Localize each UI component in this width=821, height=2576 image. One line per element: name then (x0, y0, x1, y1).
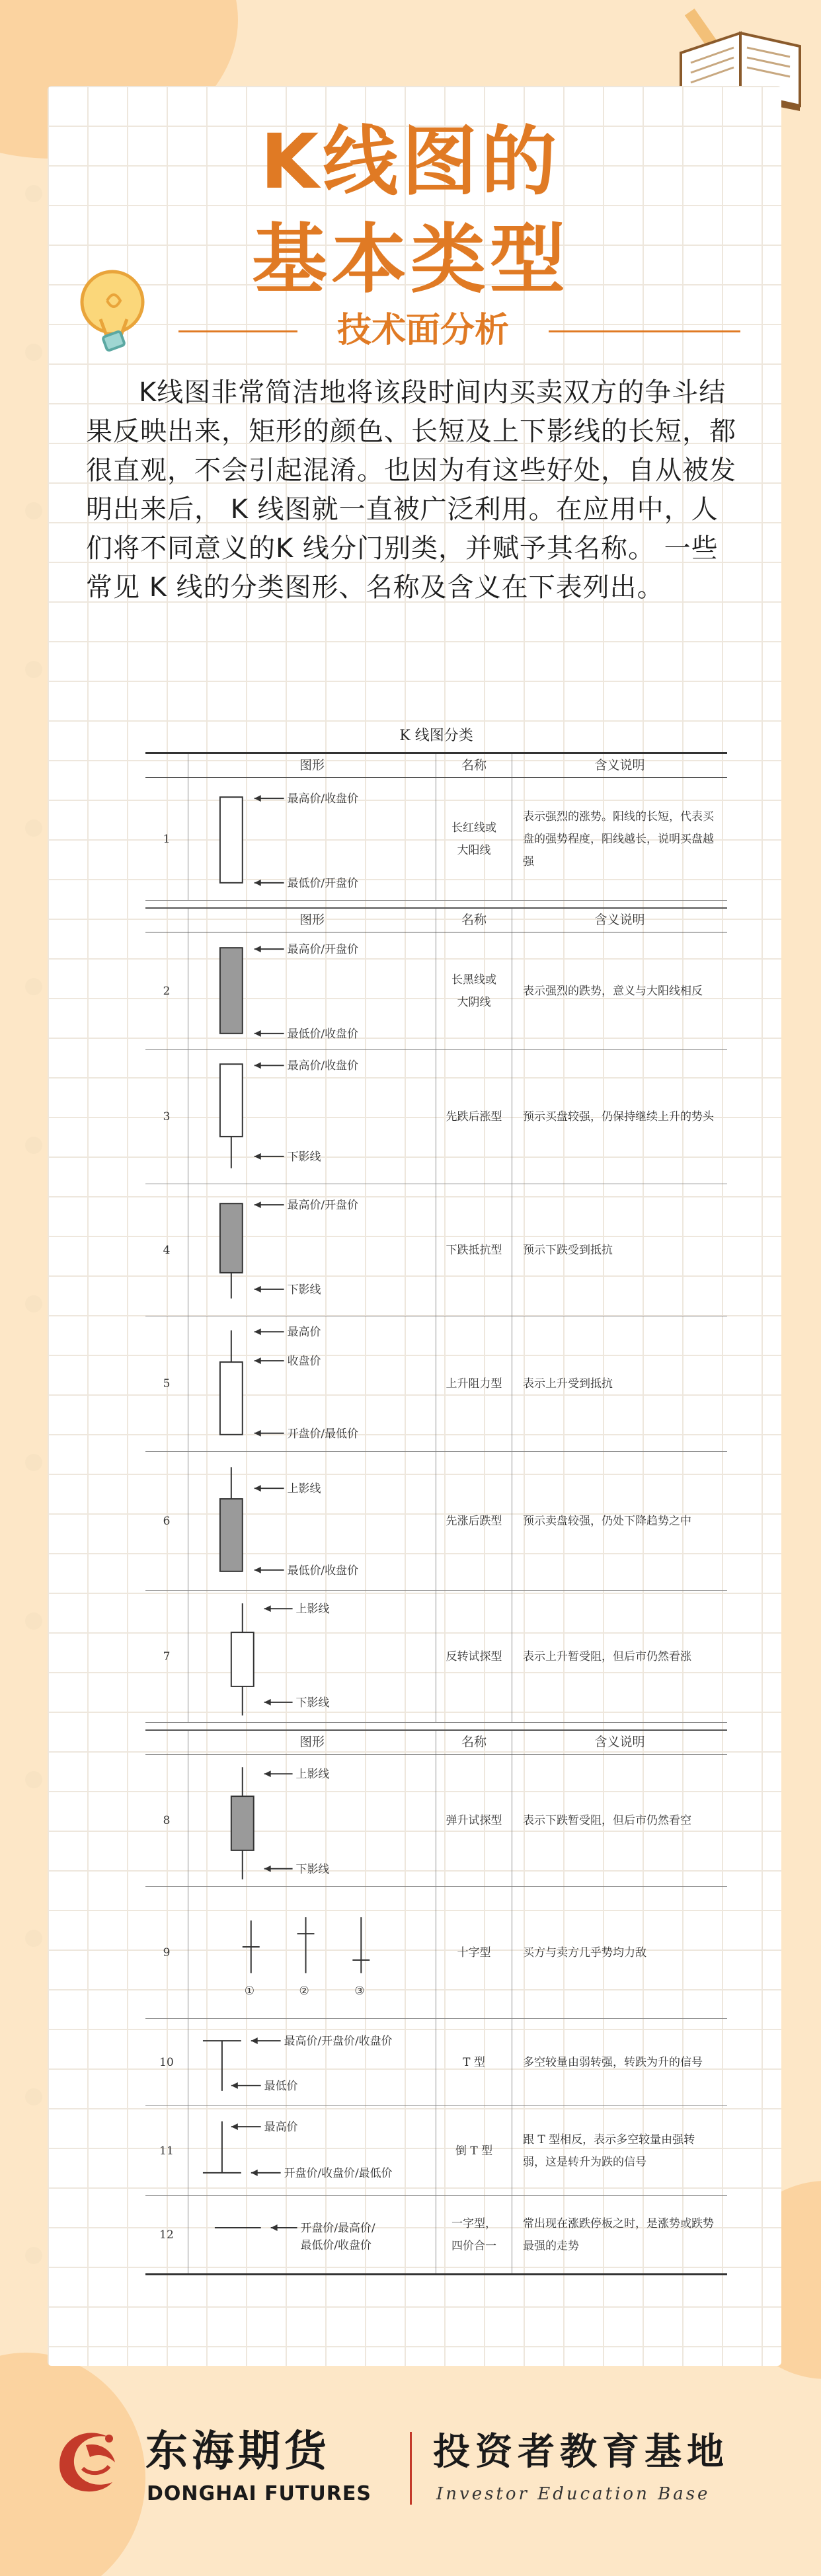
shape-label: 开盘价/收盘价/最低价 (284, 2166, 393, 2179)
row-shape (188, 932, 436, 1049)
shape-label: 下影线 (287, 1149, 321, 1163)
row-number: 8 (145, 1755, 188, 1886)
row-number: 4 (145, 1184, 188, 1316)
name-line: 长红线或 (451, 821, 496, 835)
header-shape: 图形 (188, 909, 436, 932)
name-line: 反转试探型 (446, 1649, 502, 1663)
header-name: 名称 (436, 754, 512, 777)
kline-table (145, 720, 727, 2275)
intro-paragraph: K线图非常简洁地将该段时间内买卖双方的争斗结果反映出来，矩形的颜色、长短及上下影线的长短，都很直观，不会引起混淆。也因为有这些好处，自从被发明出来后， K 线图就一直被广泛利用。在应用中，人们将不同意义的K 线分门别类，并赋予其名称。 一些常见 K 线的分类图形、名称及含义在下表列出。 (86, 377, 736, 603)
row-number: 7 (145, 1591, 188, 1722)
row-name (436, 2106, 512, 2195)
header-shape: 图形 (188, 754, 436, 777)
name-line: T 型 (463, 2055, 485, 2069)
flat-line-icon (188, 2196, 436, 2274)
punch-hole (25, 502, 42, 519)
row-meaning: 预示买盘较强，仍保持继续上升的势头 (523, 1110, 714, 1123)
punch-hole (25, 978, 42, 995)
shape-label: 最高价/开盘价/收盘价 (284, 2033, 393, 2047)
shape-label: 收盘价 (287, 1353, 321, 1367)
row-number: 11 (145, 2106, 188, 2195)
row-meaning: 预示卖盘较强，仍处下降趋势之中 (523, 1514, 691, 1528)
header-meaning: 含义说明 (594, 1735, 645, 1749)
row-name (436, 778, 512, 900)
upper-shadow-yang-icon (188, 1317, 436, 1451)
doji-icons (188, 1887, 436, 2018)
education-base-cn: 投资者教育基地 (433, 2430, 729, 2474)
row-number: 1 (145, 778, 188, 900)
shape-label: 最高价/开盘价 (287, 1197, 358, 1211)
inverted-t-shape-icon (188, 2107, 436, 2195)
row-shape (188, 778, 436, 900)
spinning-top-yin-icon (188, 1755, 436, 1886)
punch-hole (25, 1295, 42, 1312)
header-name: 名称 (436, 1731, 512, 1754)
page-title-line2: 基本类型 (251, 215, 569, 303)
spinning-top-yang-icon (188, 1591, 436, 1722)
subtitle: 技术面分析 (336, 311, 509, 350)
table-row (145, 1887, 727, 2019)
name-line: 四价合一 (451, 2239, 496, 2253)
row-shape (188, 1452, 436, 1590)
shape-label: 最低价/收盘价 (300, 2238, 371, 2252)
row-name (436, 1887, 512, 2018)
row-meaning: 常出现在涨跌停板之时，是涨势或跌势最强的走势 (523, 2216, 714, 2253)
table-row (145, 1452, 727, 1591)
name-line: 弹升试探型 (446, 1813, 502, 1827)
subtitle-row (0, 304, 821, 350)
punch-hole (25, 2088, 42, 2105)
header-num (145, 754, 188, 777)
name-line: 大阳线 (457, 843, 491, 857)
shape-label: 最低价/收盘价 (287, 1563, 358, 1577)
row-number: 2 (145, 932, 188, 1049)
table-row (145, 1184, 727, 1316)
row-meaning: 表示强烈的跌势，意义与大阳线相反 (523, 984, 703, 998)
punch-hole (25, 1930, 42, 1947)
header-shape: 图形 (188, 1731, 436, 1754)
row-number: 12 (145, 2196, 188, 2273)
table-header (145, 754, 727, 778)
brand-name-cn: 东海期货 (145, 2427, 331, 2476)
shape-label: 开盘价/最低价 (287, 1426, 358, 1440)
header-name: 名称 (436, 909, 512, 932)
shape-label: 上影线 (295, 1766, 330, 1780)
name-line: 上升阻力型 (446, 1377, 502, 1390)
table-row (145, 1050, 727, 1184)
shape-label: 下影线 (287, 1282, 321, 1296)
row-name (436, 1452, 512, 1590)
shape-label: 最高价/收盘价 (287, 1058, 358, 1072)
name-line: 倒 T 型 (455, 2144, 493, 2158)
row-shape (188, 1887, 436, 2018)
row-meaning: 表示强烈的涨势。阳线的长短，代表买盘的强势程度，阳线越长，说明买盘越强 (523, 810, 714, 868)
footer-divider (410, 2432, 412, 2505)
shape-label: 最低价 (264, 2078, 298, 2092)
row-meaning: 跟 T 型相反，表示多空较量由强转弱，这是转升为跌的信号 (523, 2133, 695, 2169)
upper-shadow-yin-icon (188, 1453, 436, 1590)
row-number: 3 (145, 1050, 188, 1184)
subtitle-rule (178, 330, 297, 332)
brand-name-en: DONGHAI FUTURES (147, 2482, 371, 2505)
shape-label: ③ (354, 1983, 365, 1997)
page-title-line1: K线图的 (260, 118, 561, 206)
yang-candle-icon (188, 778, 436, 900)
row-name (436, 1050, 512, 1184)
shape-label: 下影线 (295, 1695, 330, 1709)
shape-label: 最高价/收盘价 (287, 791, 358, 805)
table-row (145, 1591, 727, 1723)
name-line: 先跌后涨型 (446, 1110, 502, 1123)
punch-hole (25, 1137, 42, 1154)
shape-label: ② (299, 1983, 309, 1997)
shape-label: 最高价 (287, 1324, 321, 1338)
shape-label: 最低价/收盘价 (287, 1026, 358, 1040)
row-name (436, 2019, 512, 2105)
subtitle-rule (549, 330, 740, 332)
shape-label: 最高价/开盘价 (287, 942, 358, 956)
lower-shadow-yin-icon (188, 1185, 436, 1316)
table-row (145, 2196, 727, 2275)
punch-hole (25, 1771, 42, 1788)
table-row (145, 932, 727, 1050)
shape-label: 最低价/开盘价 (287, 876, 358, 890)
punch-hole (25, 2247, 42, 2264)
shape-label: 上影线 (295, 1601, 330, 1615)
yin-candle-icon (188, 933, 436, 1049)
row-number: 6 (145, 1452, 188, 1590)
table-row (145, 778, 727, 901)
table-gap (145, 901, 727, 907)
row-number: 9 (145, 1887, 188, 2018)
table-title: K 线图分类 (399, 728, 473, 744)
shape-label: 下影线 (295, 1862, 330, 1875)
shape-label: 开盘价/最高价/ (300, 2220, 375, 2234)
name-line: 大阴线 (457, 995, 491, 1009)
row-meaning: 表示下跌暂受阻，但后市仍然看空 (523, 1813, 691, 1827)
t-shape-icon (188, 2020, 436, 2105)
name-line: 十字型 (457, 1946, 491, 1959)
education-base-en: Investor Education Base (436, 2484, 711, 2504)
row-shape (188, 2106, 436, 2195)
table-gap (145, 1723, 727, 1729)
row-name (436, 1755, 512, 1886)
dragon-logo-icon (46, 2419, 132, 2505)
header-meaning: 含义说明 (594, 758, 645, 773)
table-header (145, 1731, 727, 1755)
table-row (145, 2106, 727, 2196)
row-meaning: 多空较量由弱转强，转跌为升的信号 (523, 2055, 703, 2069)
table-row (145, 1755, 727, 1887)
row-name (436, 1184, 512, 1316)
row-shape (188, 1755, 436, 1886)
row-shape (188, 1050, 436, 1184)
name-line: 长黑线或 (451, 973, 496, 987)
header-num (145, 1731, 188, 1754)
row-number: 10 (145, 2019, 188, 2105)
row-shape (188, 1591, 436, 1722)
row-name (436, 1316, 512, 1451)
header-meaning: 含义说明 (594, 913, 645, 927)
table-row (145, 2019, 727, 2106)
punch-hole (25, 819, 42, 837)
punch-hole (25, 1454, 42, 1471)
row-meaning: 表示上升受到抵抗 (523, 1377, 613, 1390)
footer (0, 2399, 821, 2551)
shape-label: 最高价 (264, 2119, 298, 2133)
row-meaning: 预示下跌受到抵抗 (523, 1243, 613, 1257)
punch-hole (25, 661, 42, 678)
row-name (436, 2196, 512, 2273)
table-row (145, 1316, 727, 1452)
table-header (145, 909, 727, 932)
name-line: 一字型， (451, 2216, 496, 2230)
header-num (145, 909, 188, 932)
lower-shadow-yang-icon (188, 1051, 436, 1184)
row-shape (188, 1184, 436, 1316)
row-shape (188, 2019, 436, 2105)
row-number: 5 (145, 1316, 188, 1451)
row-meaning: 买方与卖方几乎势均力敌 (523, 1946, 646, 1959)
row-shape (188, 1316, 436, 1451)
row-meaning: 表示上升暂受阻，但后市仍然看涨 (523, 1649, 691, 1663)
name-line: 下跌抵抗型 (446, 1243, 502, 1257)
row-shape (188, 2196, 436, 2273)
shape-label: ① (244, 1983, 254, 1997)
shape-label: 上影线 (287, 1481, 321, 1495)
row-name (436, 1591, 512, 1722)
punch-hole (25, 1612, 42, 1630)
name-line: 先涨后跌型 (446, 1514, 502, 1528)
row-name (436, 932, 512, 1049)
